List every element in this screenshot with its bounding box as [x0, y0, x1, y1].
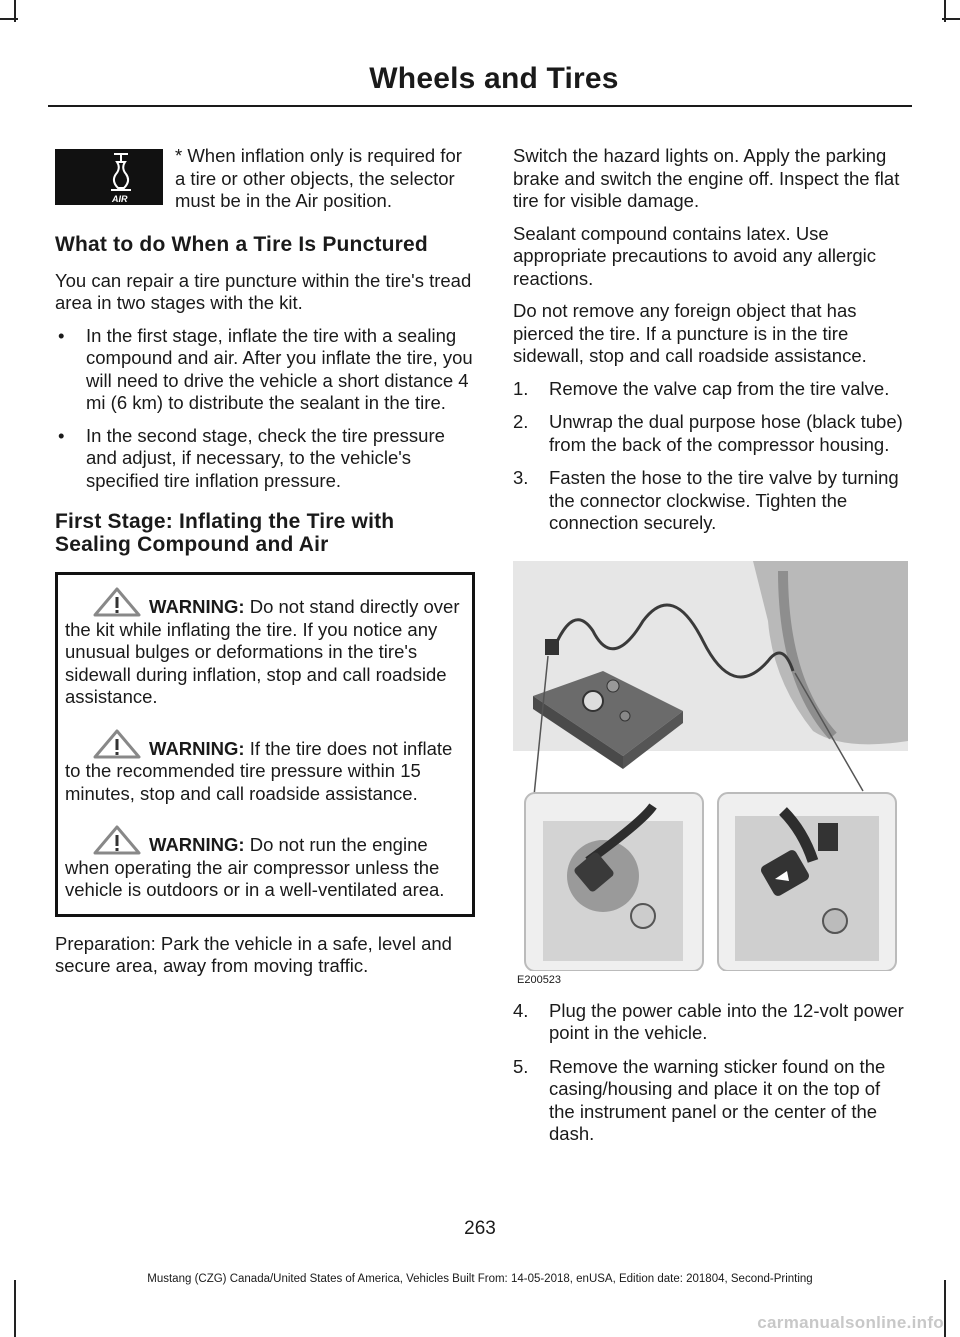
header-divider — [48, 105, 912, 107]
air-selector-icon — [55, 149, 163, 205]
footer-text: Mustang (CZG) Canada/United States of America, Vehicles Built From: 14-05-2018, enUSA, Edition date: 201804, Second-Printing — [147, 1273, 813, 1285]
list-item: 3. Fasten the hose to the tire valve by turning the connector clockwise. Tighten the connection securely. — [513, 467, 899, 533]
left-column — [55, 145, 475, 988]
warning-label: WARNING: — [149, 596, 245, 617]
foreign-object-paragraph: Do not remove any foreign object that has pierced the tire. If a puncture is in the tire sidewall, stop and call roadside assistance. — [513, 300, 867, 366]
crop-mark — [944, 1280, 946, 1337]
warning-box — [55, 572, 475, 917]
section-heading-punctured: What to do When a Tire Is Punctured — [55, 232, 428, 256]
air-icon-label: AIR — [112, 194, 128, 204]
illustration-id: E200523 — [517, 973, 562, 986]
list-item: 2. Unwrap the dual purpose hose (black tube) from the back of the compressor housing. — [513, 411, 903, 455]
intro-paragraph: You can repair a tire puncture within the tire's tread area in two stages with the kit. — [55, 269, 472, 313]
warning-item — [65, 587, 466, 709]
list-item: 4. Plug the power cable into the 12-volt power point in the vehicle. — [513, 999, 904, 1043]
crop-mark — [0, 18, 18, 20]
right-column — [513, 145, 908, 1157]
warning-item — [65, 729, 466, 806]
compressor-drawing — [513, 561, 908, 971]
warning-text: If the tire does not inflate to the recommended tire pressure within 15 minutes, stop and call roadside assistance. — [65, 737, 453, 804]
warning-triangle-icon — [93, 825, 141, 855]
latex-paragraph: Sealant compound contains latex. Use appropriate precautions to avoid any allergic reactions. — [513, 222, 877, 289]
warning-text: Do not stand directly over the kit while inflating the tire. If you notice any unusual bulges or deformations in the tire's sidewall during inflation, stop and call roadside assistance. — [65, 596, 460, 707]
page-title: Wheels and Tires — [369, 62, 619, 95]
watermark: carmanualsonline.info — [757, 1313, 944, 1332]
steps-list — [513, 378, 908, 535]
warning-label: WARNING: — [149, 834, 245, 855]
warning-label: WARNING: — [149, 737, 245, 759]
crop-mark — [14, 1280, 16, 1337]
compressor-illustration — [513, 561, 908, 986]
section-heading-first-stage: First Stage: Inflating the Tire with Sealing Compound and Air — [55, 510, 395, 556]
warning-triangle-icon — [93, 729, 141, 759]
preparation-text: Preparation: Park the vehicle in a safe, level and secure area, away from moving traffic. — [55, 932, 452, 976]
list-item: 1. Remove the valve cap from the tire valve. — [513, 377, 890, 399]
bullet-marker: • — [58, 424, 65, 446]
intro-text: * When inflation only is required for a tire or other objects, the selector must be in the Air position. — [175, 145, 462, 211]
crop-mark — [942, 18, 960, 20]
stage-list — [55, 325, 475, 493]
warning-text: Do not run the engine when operating the air compressor unless the vehicle is outdoors or in a well-ventilated area. — [65, 834, 445, 900]
warning-item — [65, 825, 466, 902]
page-number: 263 — [464, 1218, 496, 1239]
list-item: • In the second stage, check the tire pressure and adjust, if necessary, to the vehicle's specified tire inflation pressure. — [58, 424, 445, 491]
hazard-paragraph: Switch the hazard lights on. Apply the parking brake and switch the engine off. Inspect the flat tire for visible damage. — [513, 145, 900, 211]
bullet-marker: • — [58, 324, 65, 346]
list-item: 5. Remove the warning sticker found on the casing/housing and place it on the top of the instrument panel or the center of the dash. — [513, 1055, 886, 1144]
steps-list-continued — [513, 1000, 908, 1146]
list-item: • In the first stage, inflate the tire with a sealing compound and air. After you inflate the tire, you will need to drive the vehicle a short distance 4 mi (6 km) to distribute the sealant in the tire. — [58, 324, 473, 413]
warning-triangle-icon — [93, 587, 141, 617]
